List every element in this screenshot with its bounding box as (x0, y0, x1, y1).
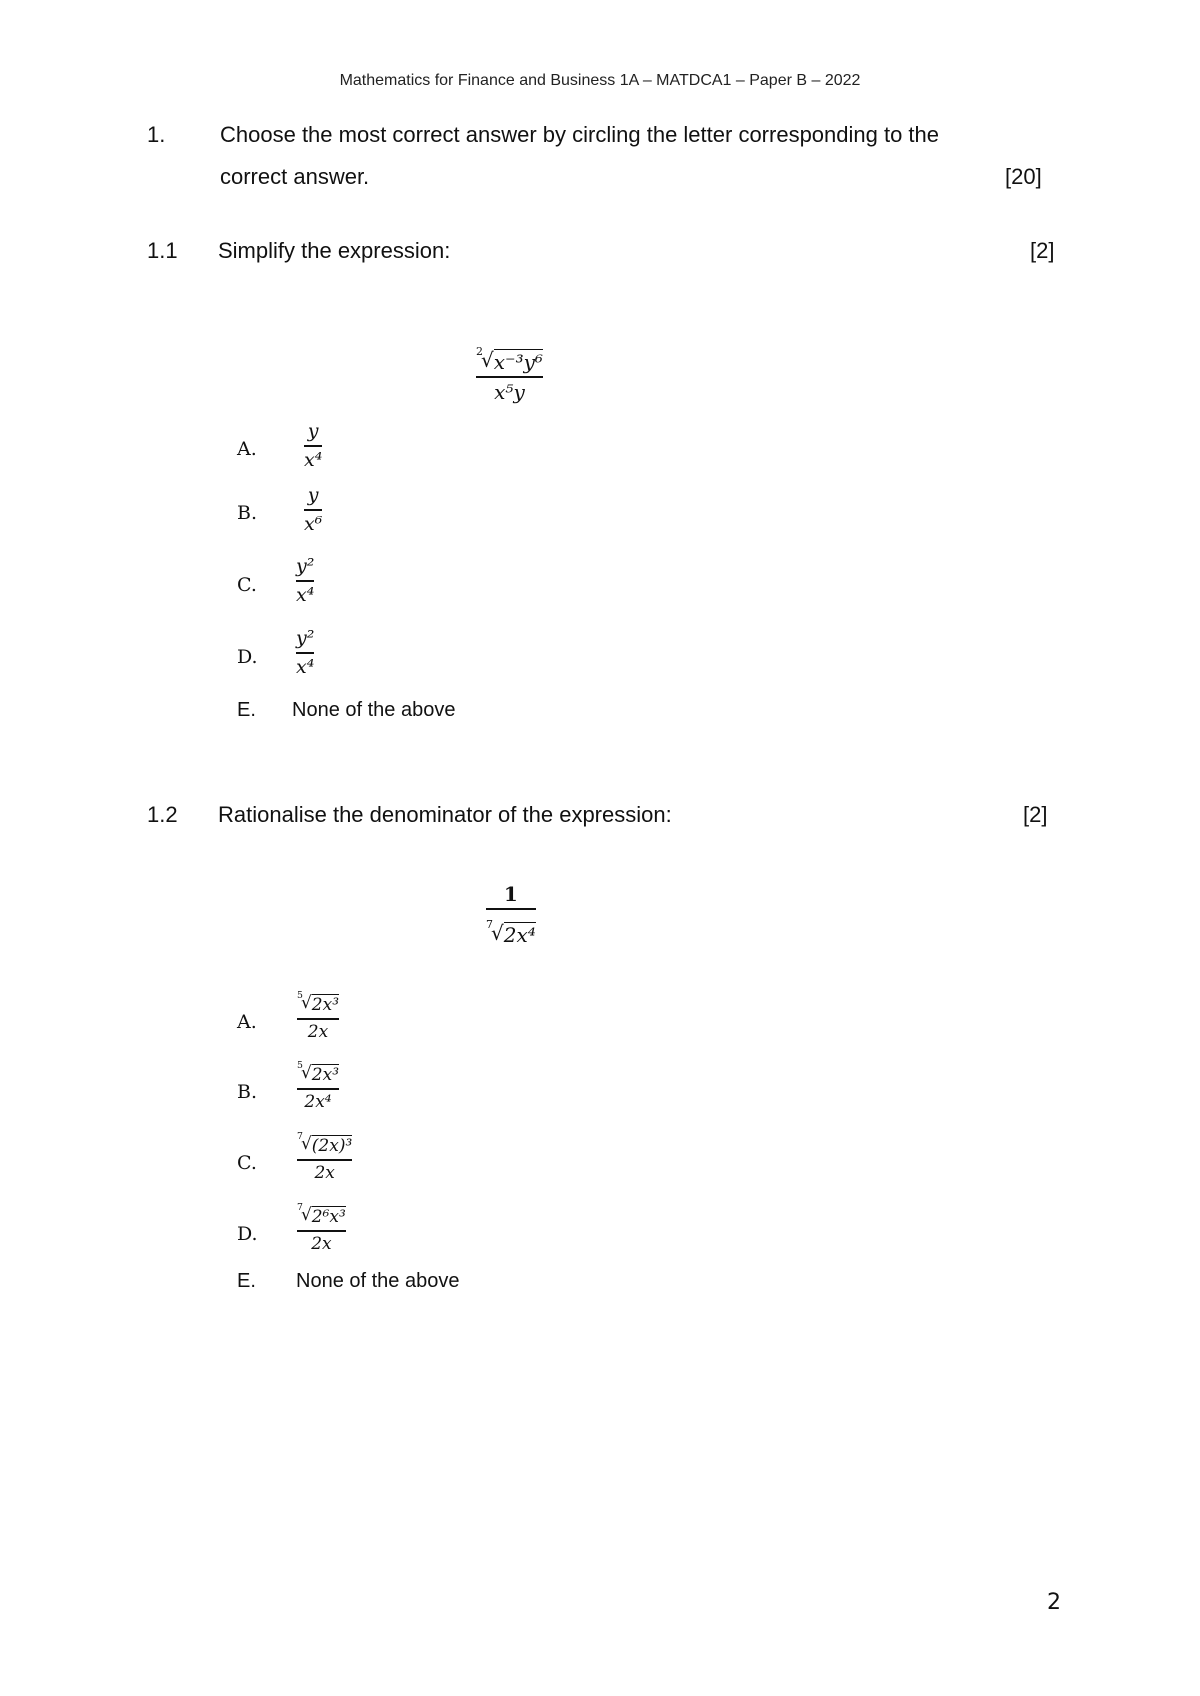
option-c-letter: C. (237, 574, 257, 596)
question-1-2-expression: 1 7 √ 2x⁴ (486, 882, 536, 947)
question-1-instruction-line1: Choose the most correct answer by circling the letter corresponding to the (220, 122, 940, 147)
radical: 5 √ 2x³ (297, 990, 340, 1015)
question-1-instruction-line2: correct answer. (220, 164, 370, 189)
option-d-letter: D. (237, 1223, 258, 1245)
question-1-number: 1. (147, 122, 166, 147)
option-a-letter: A. (237, 438, 257, 460)
option-b-letter: B. (237, 1081, 258, 1103)
option-b-letter: B. (237, 502, 258, 524)
option-c-answer[interactable]: y² x⁴ (296, 555, 315, 606)
question-1-1-expression: 2 √ x⁻³y⁶ x⁵y (476, 345, 543, 404)
option-e-letter: E. (237, 1270, 256, 1292)
question-1-2-number: 1.2 (147, 802, 178, 827)
radical: 7 √ 2x⁴ (486, 918, 536, 947)
radical: 7 √ (2x)³ (297, 1131, 353, 1156)
option-a-letter: A. (237, 1011, 257, 1033)
option-d-answer[interactable]: y² x⁴ (296, 627, 315, 678)
question-1-2-marks: [2] (1023, 802, 1048, 827)
option-e-answer[interactable]: None of the above (292, 699, 456, 721)
question-1-1-number: 1.1 (147, 238, 178, 263)
page-number: 2 (1047, 1590, 1061, 1615)
question-1-2-prompt: Rationalise the denominator of the expression: (218, 802, 672, 827)
page-header: Mathematics for Finance and Business 1A – MATDCA1 – Paper B – 2022 (339, 72, 861, 89)
option-a-answer[interactable]: 5 √ 2x³ 2x (297, 990, 340, 1042)
question-1-1-prompt: Simplify the expression: (218, 238, 451, 263)
option-d-answer[interactable]: 7 √ 2⁶x³ 2x (297, 1202, 346, 1254)
radical: 2 √ x⁻³y⁶ (476, 345, 543, 374)
question-1-1-marks: [2] (1030, 238, 1055, 263)
option-d-letter: D. (237, 646, 258, 668)
option-e-letter: E. (237, 699, 256, 721)
option-c-answer[interactable]: 7 √ (2x)³ 2x (297, 1131, 353, 1183)
question-1-marks: [20] (1005, 164, 1042, 189)
option-e-answer[interactable]: None of the above (296, 1270, 460, 1292)
radical: 5 √ 2x³ (297, 1060, 340, 1085)
option-b-answer[interactable]: y x⁶ (304, 484, 323, 535)
option-a-answer[interactable]: y x⁴ (304, 420, 323, 471)
option-b-answer[interactable]: 5 √ 2x³ 2x⁴ (297, 1060, 340, 1112)
radical: 7 √ 2⁶x³ (297, 1202, 346, 1227)
option-c-letter: C. (237, 1152, 257, 1174)
